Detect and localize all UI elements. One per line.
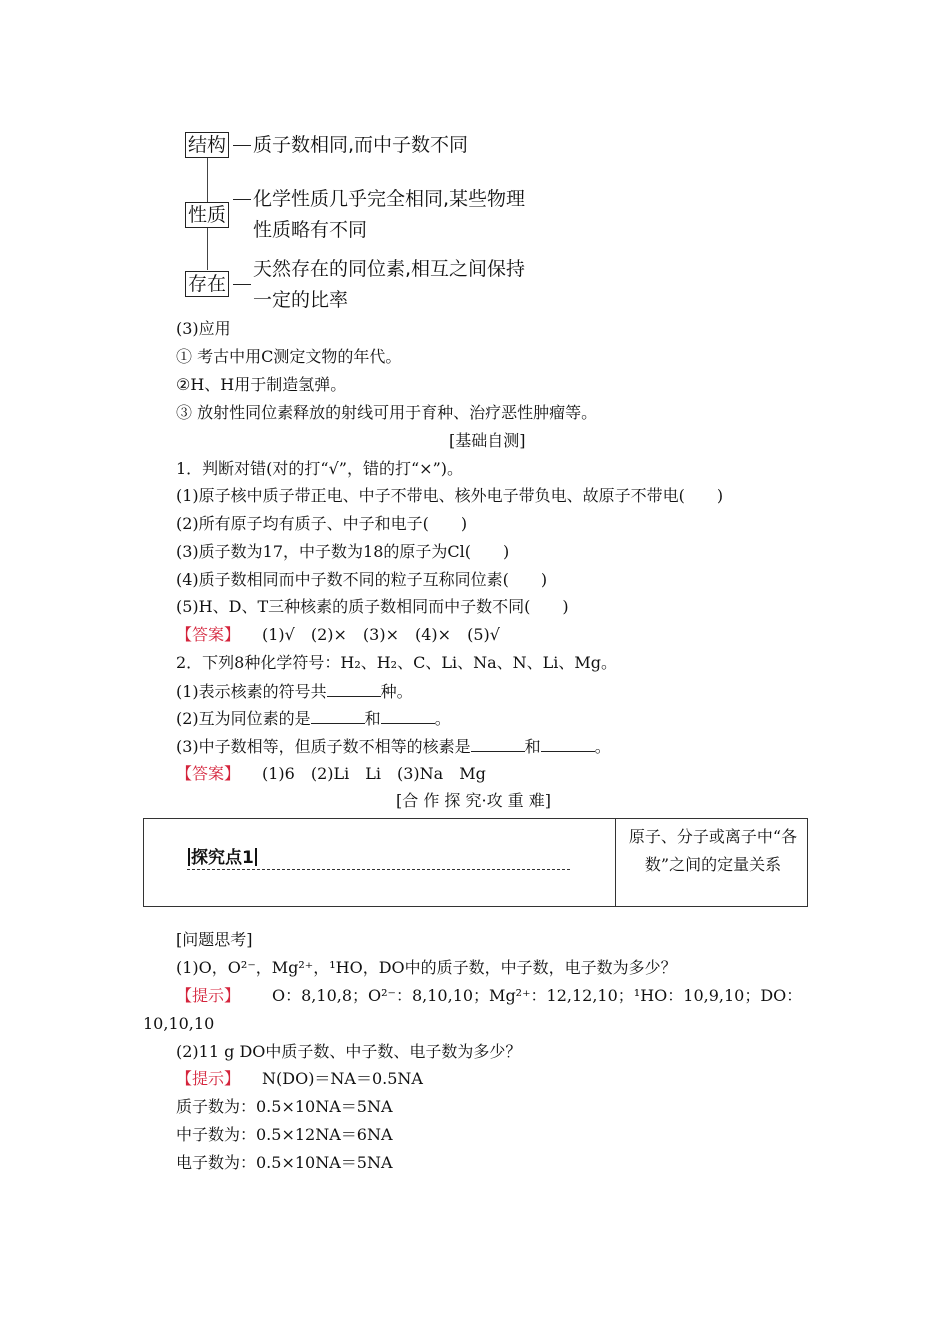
diagram-dash [233, 199, 251, 200]
answer-blank[interactable] [471, 736, 525, 752]
question-heading: [问题思考] [176, 930, 253, 949]
probe-label [187, 847, 258, 869]
diagram-text-existence-2: 一定的比率 [253, 289, 349, 311]
application-item-3: ③ 放射性同位素释放的射线可用于育种、治疗恶性肿瘤等。 [176, 403, 598, 422]
q1-item: (1)原子核中质子带正电、中子不带电、核外电子带负电、故原子不带电( ) [176, 486, 724, 505]
q1-item: (5)H、D、T三种核素的质子数相同而中子数不同( ) [176, 597, 569, 616]
q1-item: (4)质子数相同而中子数不同的粒子互称同位素( ) [176, 570, 548, 589]
q2-sub-3 [176, 736, 611, 757]
answer-label: 【答案】 [176, 764, 241, 783]
diagram-text-property-2: 性质略有不同 [253, 219, 368, 241]
probe-title: 原子、分子或离子中“各数”之间的定量关系 [628, 827, 798, 874]
neutron-line: 中子数为：0.5×12NA＝6NA [176, 1125, 393, 1144]
q2-sub-1-tail: 种。 [380, 682, 413, 701]
question-1: (1)O，O²⁻，Mg²⁺，¹HO，DO中的质子数，中子数，电子数为多少？ [176, 958, 677, 977]
q2-sub-3-text: (3)中子数相等，但质子数不相等的核素是 [176, 737, 471, 756]
q1-item: (3)质子数为17，中子数为18的原子为Cl( ) [176, 542, 510, 561]
answer-blank[interactable] [541, 736, 595, 752]
diagram-connector-bottom [207, 228, 208, 270]
self-test-heading: [基础自测] [449, 431, 526, 450]
hint-2: N(DO)＝NA＝0.5NA [262, 1069, 423, 1088]
electron-line: 电子数为：0.5×10NA＝5NA [176, 1153, 393, 1172]
application-item-1: ① 考古中用C测定文物的年代。 [176, 347, 402, 366]
q2-sub-3-tail: 。 [594, 737, 611, 756]
q2-sub-2-text: (2)互为同位素的是 [176, 709, 311, 728]
answer-blank[interactable] [311, 708, 365, 724]
diagram-text-existence-1: 天然存在的同位素,相互之间保持 [253, 258, 526, 280]
diagram-connector-top [207, 158, 208, 202]
proton-line: 质子数为：0.5×10NA＝5NA [176, 1097, 393, 1116]
q1-item: (2)所有原子均有质子、中子和电子( ) [176, 514, 468, 533]
q2-sub-3-and: 和 [524, 737, 541, 756]
hint-label: 【提示】 [176, 1069, 241, 1088]
probe-dashed-line [187, 869, 570, 870]
answer-1: (1)√ (2)× (3)× (4)× (5)√ [262, 625, 500, 644]
q2-sub-1-text: (1)表示核素的符号共 [176, 682, 327, 701]
diagram-text-structure: 质子数相同,而中子数不同 [253, 134, 469, 156]
probe-divider [615, 819, 616, 906]
q2-sub-1 [176, 681, 413, 702]
probe-bar [188, 848, 190, 866]
hint-label: 【提示】 [176, 986, 241, 1005]
diagram-label-existence: 存在 [185, 271, 229, 297]
question-2: (2)11 g DO中质子数、中子数、电子数为多少？ [176, 1042, 522, 1061]
diagram-text-property-1: 化学性质几乎完全相同,某些物理 [253, 188, 526, 210]
answer-blank[interactable] [381, 708, 435, 724]
diagram-dash [233, 284, 251, 285]
diagram-dash [233, 145, 251, 146]
q2-sub-2-and: 和 [364, 709, 381, 728]
q2-sub-2-tail: 。 [434, 709, 451, 728]
answer-2: (1)6 (2)Li Li (3)Na Mg [262, 764, 486, 783]
answer-label: 【答案】 [176, 625, 241, 644]
q2-prompt: 2．下列8种化学符号：H₂、H₂、C、Li、Na、N、Li、Mg。 [176, 653, 617, 672]
probe-label-text: 探究点1 [191, 848, 254, 868]
q1-prompt: 1．判断对错(对的打“√”，错的打“×”)。 [176, 459, 463, 478]
hint-1-continued: 10,10,10 [143, 1014, 215, 1033]
probe-box [143, 818, 808, 907]
answer-blank[interactable] [327, 681, 381, 697]
hint-1: O：8,10,8；O²⁻：8,10,10；Mg²⁺：12,12,10；¹HO：10,9,10；DO： [272, 986, 803, 1005]
q2-sub-2 [176, 708, 451, 729]
diagram-label-structure: 结构 [185, 132, 229, 158]
diagram-label-property: 性质 [185, 202, 229, 228]
probe-bar [255, 848, 257, 866]
cooperation-heading: [合 作 探 究·攻 重 难] [396, 791, 552, 810]
application-heading: (3)应用 [176, 319, 231, 338]
application-item-2: ②H、H用于制造氢弹。 [176, 375, 347, 394]
